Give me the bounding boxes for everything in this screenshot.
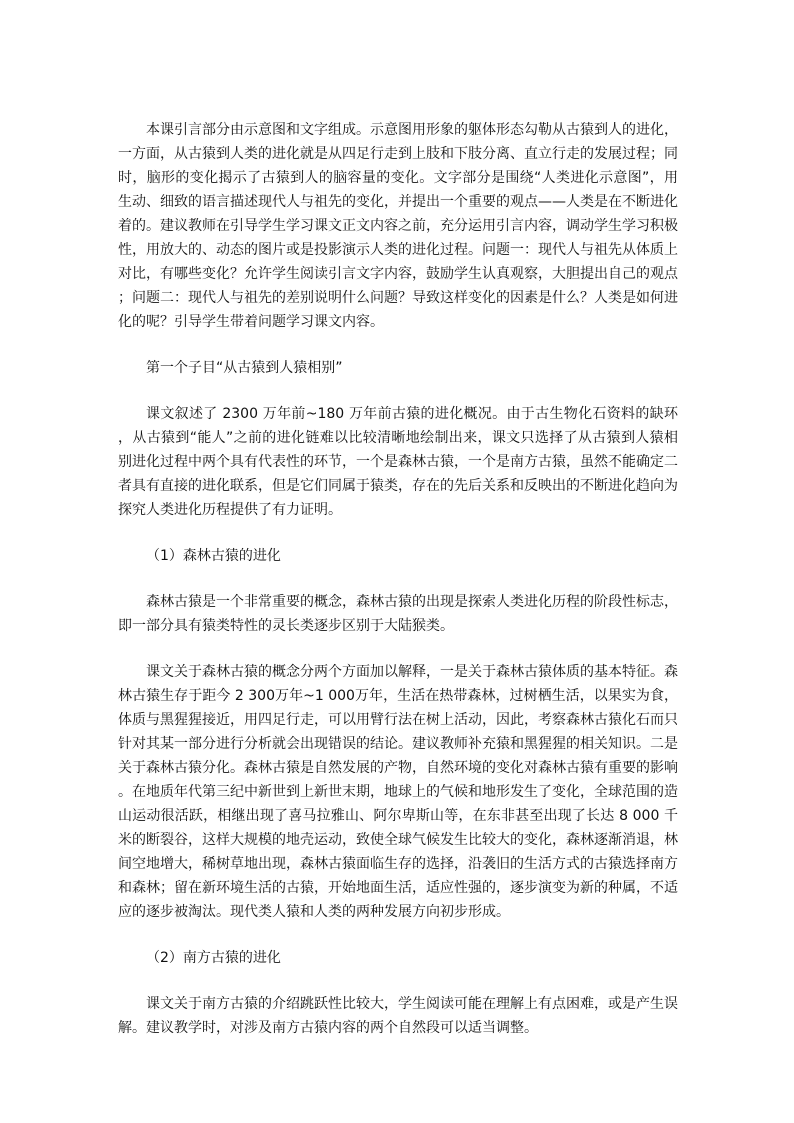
forest-ape-concept-paragraph: 森林古猿是一个非常重要的概念，森林古猿的出现是探索人类进化历程的阶段性标志，即一部分具有猿类特性的灵长类逐步区别于大陆猴类。	[118, 594, 678, 634]
ape-evolution-overview-paragraph: 课文叙述了 2300 万年前~180 万年前古猿的进化概况。由于古生物化石资料的缺环，从古猿到“能人”之前的进化链难以比较清晰地绘制出来，课文只选择了从古猿到人猿相别进化过程中两个具有代表性的环节，一个是森林古猿，一个是南方古猿，虽然不能确定二者具有直接的进化联系，但是它们同属于猿类，存在的先后关系和反映出的不断进化趋向为探究人类进化历程提供了有力证明。	[118, 406, 678, 518]
forest-ape-detail-paragraph: 课文关于森林古猿的概念分两个方面加以解释，一是关于森林古猿体质的基本特征。森林古猿生存于距今 2 300万年~1 000万年，生活在热带森林，过树栖生活，以果实为食，体质与黑猩猩接近，用四足行走，可以用臂行法在树上活动，因此，考察森林古猿化石而只针对其某一部分进行分析就会出现错误的结论。建议教师补充猿和黑猩猩的相关知识。二是关于森林古猿分化。森林古猿是自然发展的产物，自然环境的变化对森林古猿有重要的影响。在地质年代第三纪中新世到上新世末期，地球上的气候和地形发生了变化，全球范围的造山运动很活跃，相继出现了喜马拉雅山、阿尔卑斯山等，在东非甚至出现了长达 8 000 千米的断裂谷，这样大规模的地壳运动，致使全球气候发生比较大的变化，森林逐渐消退，林间空地增大，稀树草地出现，森林古猿面临生存的选择，沿袭旧的生活方式的古猿选择南方和森林；留在新环境生活的古猿，开始地面生活，适应性强的，逐步演变为新的种属，不适应的逐步被淘汰。现代类人猿和人类的两种发展方向初步形成。	[118, 664, 678, 920]
southern-ape-heading: （2）南方古猿的进化	[146, 950, 281, 966]
intro-paragraph: 本课引言部分由示意图和文字组成。示意图用形象的躯体形态勾勒从古猿到人的进化，一方面，从古猿到人类的进化就是从四足行走到上肢和下肢分离、直立行走的发展过程；同时，脑形的变化揭示了古猿到人的脑容量的变化。文字部分是围绕“人类进化示意图”，用生动、细致的语言描述现代人与祖先的变化，并提出一个重要的观点——人类是在不断进化着的。建议教师在引导学生学习课文正文内容之前，充分运用引言内容，调动学生学习积极性，用放大的、动态的图片或是投影演示人类的进化过程。问题一：现代人与祖先从体质上对比，有哪些变化？允许学生阅读引言文字内容，鼓励学生认真观察，大胆提出自己的观点；问题二：现代人与祖先的差别说明什么问题？导致这样变化的因素是什么？人类是如何进化的呢？引导学生带着问题学习课文内容。	[118, 122, 678, 330]
subsection-heading-1: 第一个子目“从古猿到人猿相别”	[146, 360, 343, 376]
southern-ape-paragraph: 课文关于南方古猿的介绍跳跃性比较大，学生阅读可能在理解上有点困难，或是产生误解。建议教学时，对涉及南方古猿内容的两个自然段可以适当调整。	[118, 996, 678, 1036]
forest-ape-heading: （1）森林古猿的进化	[146, 548, 281, 564]
document-body	[118, 118, 678, 1040]
